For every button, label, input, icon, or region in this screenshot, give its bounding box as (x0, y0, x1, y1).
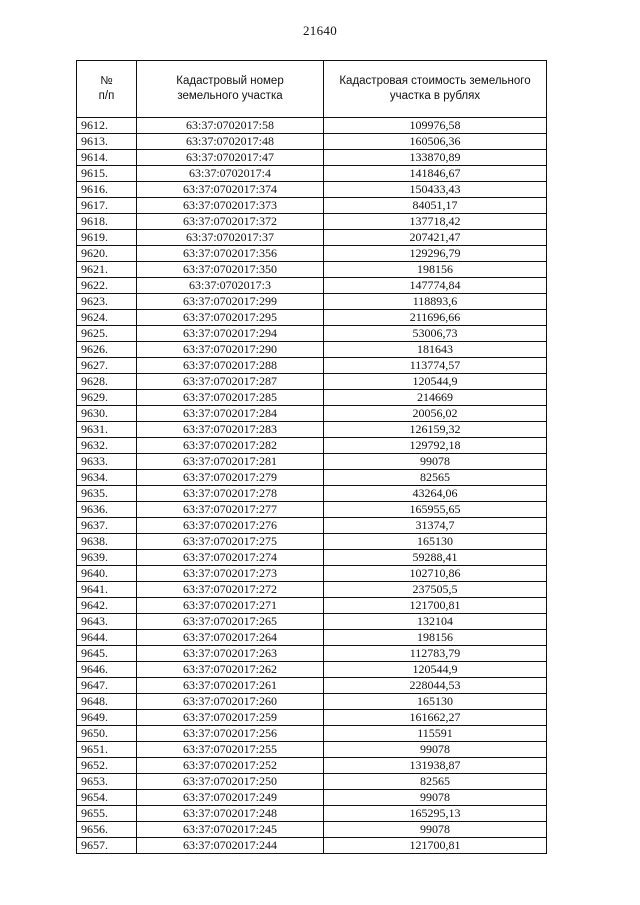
row-index-cell: 9641. (77, 582, 137, 598)
header-cadastral-value (324, 61, 547, 118)
cadastral-number-cell: 63:37:0702017:265 (137, 614, 324, 630)
cadastral-value-cell: 99078 (324, 742, 547, 758)
cadastral-number-cell: 63:37:0702017:244 (137, 838, 324, 854)
cadastral-number-cell: 63:37:0702017:295 (137, 310, 324, 326)
cadastral-value-cell: 120544,9 (324, 662, 547, 678)
cadastral-number-cell: 63:37:0702017:252 (137, 758, 324, 774)
cadastral-number-cell: 63:37:0702017:264 (137, 630, 324, 646)
table-row (77, 790, 547, 806)
cadastral-value-cell: 82565 (324, 470, 547, 486)
table-header (77, 61, 547, 118)
row-index-cell: 9628. (77, 374, 137, 390)
cadastral-value-cell: 133870,89 (324, 150, 547, 166)
table-row (77, 838, 547, 854)
table-row (77, 166, 547, 182)
cadastral-value-cell: 53006,73 (324, 326, 547, 342)
cadastral-number-cell: 63:37:0702017:259 (137, 710, 324, 726)
cadastral-number-cell: 63:37:0702017:262 (137, 662, 324, 678)
row-index-cell: 9657. (77, 838, 137, 854)
cadastral-value-cell: 99078 (324, 790, 547, 806)
row-index-cell: 9625. (77, 326, 137, 342)
table-row (77, 678, 547, 694)
cadastral-value-cell: 161662,27 (324, 710, 547, 726)
cadastral-number-cell: 63:37:0702017:277 (137, 502, 324, 518)
cadastral-number-cell: 63:37:0702017:275 (137, 534, 324, 550)
cadastral-number-cell: 63:37:0702017:250 (137, 774, 324, 790)
row-index-cell: 9624. (77, 310, 137, 326)
table-row (77, 710, 547, 726)
cadastral-value-cell: 198156 (324, 262, 547, 278)
row-index-cell: 9640. (77, 566, 137, 582)
cadastral-value-cell: 43264,06 (324, 486, 547, 502)
table-row (77, 422, 547, 438)
cadastral-value-cell: 82565 (324, 774, 547, 790)
cadastral-number-cell: 63:37:0702017:273 (137, 566, 324, 582)
table-row (77, 486, 547, 502)
cadastral-number-cell: 63:37:0702017:58 (137, 118, 324, 134)
row-index-cell: 9646. (77, 662, 137, 678)
header-index-line-1: № (100, 75, 113, 87)
cadastral-value-cell: 129792,18 (324, 438, 547, 454)
cadastral-number-cell: 63:37:0702017:278 (137, 486, 324, 502)
cadastral-number-cell: 63:37:0702017:249 (137, 790, 324, 806)
table-row (77, 118, 547, 134)
header-cadastral-number (137, 61, 324, 118)
row-index-cell: 9635. (77, 486, 137, 502)
cadastral-value-cell: 121700,81 (324, 598, 547, 614)
cadastral-number-cell: 63:37:0702017:261 (137, 678, 324, 694)
row-index-cell: 9620. (77, 246, 137, 262)
cadastral-value-cell: 109976,58 (324, 118, 547, 134)
cadastral-number-cell: 63:37:0702017:272 (137, 582, 324, 598)
cadastral-value-cell: 84051,17 (324, 198, 547, 214)
cadastral-number-cell: 63:37:0702017:373 (137, 198, 324, 214)
row-index-cell: 9615. (77, 166, 137, 182)
cadastral-number-cell: 63:37:0702017:287 (137, 374, 324, 390)
table-row (77, 134, 547, 150)
cadastral-value-cell: 131938,87 (324, 758, 547, 774)
row-index-cell: 9638. (77, 534, 137, 550)
cadastral-number-cell: 63:37:0702017:279 (137, 470, 324, 486)
row-index-cell: 9642. (77, 598, 137, 614)
cadastral-number-cell: 63:37:0702017:260 (137, 694, 324, 710)
table-row (77, 742, 547, 758)
table-row (77, 774, 547, 790)
table-row (77, 214, 547, 230)
cadastral-value-cell: 59288,41 (324, 550, 547, 566)
cadastral-number-cell: 63:37:0702017:37 (137, 230, 324, 246)
cadastral-value-cell: 115591 (324, 726, 547, 742)
cadastral-value-cell: 102710,86 (324, 566, 547, 582)
table-row (77, 694, 547, 710)
table-row (77, 822, 547, 838)
header-row (77, 61, 547, 118)
cadastral-value-cell: 165955,65 (324, 502, 547, 518)
cadastral-value-cell: 113774,57 (324, 358, 547, 374)
cadastral-number-cell: 63:37:0702017:350 (137, 262, 324, 278)
cadastral-value-cell: 99078 (324, 454, 547, 470)
row-index-cell: 9627. (77, 358, 137, 374)
cadastral-value-cell: 150433,43 (324, 182, 547, 198)
row-index-cell: 9618. (77, 214, 137, 230)
row-index-cell: 9614. (77, 150, 137, 166)
table-row (77, 518, 547, 534)
row-index-cell: 9639. (77, 550, 137, 566)
table-row (77, 358, 547, 374)
row-index-cell: 9626. (77, 342, 137, 358)
header-cadastral-value-line-2: участка в рублях (389, 90, 481, 102)
row-index-cell: 9616. (77, 182, 137, 198)
header-cadastral-number-line-1: Кадастровый номер (176, 75, 284, 87)
cadastral-value-cell: 141846,67 (324, 166, 547, 182)
cadastral-value-cell: 132104 (324, 614, 547, 630)
row-index-cell: 9631. (77, 422, 137, 438)
cadastral-number-cell: 63:37:0702017:290 (137, 342, 324, 358)
table-row (77, 662, 547, 678)
cadastral-number-cell: 63:37:0702017:288 (137, 358, 324, 374)
cadastral-value-cell: 129296,79 (324, 246, 547, 262)
row-index-cell: 9647. (77, 678, 137, 694)
cadastral-value-cell: 137718,42 (324, 214, 547, 230)
cadastral-value-table (76, 60, 547, 854)
cadastral-number-cell: 63:37:0702017:47 (137, 150, 324, 166)
cadastral-number-cell: 63:37:0702017:255 (137, 742, 324, 758)
cadastral-value-cell: 112783,79 (324, 646, 547, 662)
cadastral-number-cell: 63:37:0702017:276 (137, 518, 324, 534)
row-index-cell: 9636. (77, 502, 137, 518)
header-cadastral-value-line-1: Кадастровая стоимость земельного (339, 75, 531, 87)
row-index-cell: 9623. (77, 294, 137, 310)
cadastral-value-cell: 31374,7 (324, 518, 547, 534)
row-index-cell: 9655. (77, 806, 137, 822)
cadastral-value-cell: 147774,84 (324, 278, 547, 294)
page-number: 21640 (303, 23, 337, 38)
cadastral-value-cell: 198156 (324, 630, 547, 646)
table-row (77, 230, 547, 246)
row-index-cell: 9645. (77, 646, 137, 662)
cadastral-value-cell: 165130 (324, 694, 547, 710)
table-row (77, 246, 547, 262)
table-row (77, 406, 547, 422)
cadastral-value-cell: 160506,36 (324, 134, 547, 150)
cadastral-value-cell: 228044,53 (324, 678, 547, 694)
cadastral-value-cell: 99078 (324, 822, 547, 838)
cadastral-number-cell: 63:37:0702017:281 (137, 454, 324, 470)
row-index-cell: 9630. (77, 406, 137, 422)
table-row (77, 582, 547, 598)
row-index-cell: 9632. (77, 438, 137, 454)
cadastral-value-cell: 121700,81 (324, 838, 547, 854)
cadastral-number-cell: 63:37:0702017:4 (137, 166, 324, 182)
row-index-cell: 9617. (77, 198, 137, 214)
cadastral-number-cell: 63:37:0702017:256 (137, 726, 324, 742)
table-row (77, 294, 547, 310)
table-row (77, 630, 547, 646)
table-row (77, 374, 547, 390)
table-row (77, 150, 547, 166)
row-index-cell: 9633. (77, 454, 137, 470)
table-row (77, 454, 547, 470)
table-row (77, 758, 547, 774)
cadastral-number-cell: 63:37:0702017:356 (137, 246, 324, 262)
cadastral-number-cell: 63:37:0702017:274 (137, 550, 324, 566)
table-row (77, 198, 547, 214)
row-index-cell: 9648. (77, 694, 137, 710)
table-row (77, 614, 547, 630)
header-index (77, 61, 137, 118)
cadastral-value-cell: 237505,5 (324, 582, 547, 598)
cadastral-number-cell: 63:37:0702017:285 (137, 390, 324, 406)
cadastral-number-cell: 63:37:0702017:48 (137, 134, 324, 150)
cadastral-number-cell: 63:37:0702017:284 (137, 406, 324, 422)
table-row (77, 342, 547, 358)
row-index-cell: 9653. (77, 774, 137, 790)
table-row (77, 182, 547, 198)
cadastral-number-cell: 63:37:0702017:299 (137, 294, 324, 310)
row-index-cell: 9654. (77, 790, 137, 806)
table-body (77, 118, 547, 854)
table-row (77, 598, 547, 614)
header-cadastral-number-line-2: земельного участка (177, 90, 283, 102)
table-row (77, 726, 547, 742)
cadastral-number-cell: 63:37:0702017:283 (137, 422, 324, 438)
row-index-cell: 9629. (77, 390, 137, 406)
cadastral-value-cell: 211696,66 (324, 310, 547, 326)
cadastral-number-cell: 63:37:0702017:248 (137, 806, 324, 822)
row-index-cell: 9621. (77, 262, 137, 278)
cadastral-value-cell: 20056,02 (324, 406, 547, 422)
table-row (77, 566, 547, 582)
row-index-cell: 9656. (77, 822, 137, 838)
row-index-cell: 9637. (77, 518, 137, 534)
row-index-cell: 9644. (77, 630, 137, 646)
table-row (77, 278, 547, 294)
cadastral-value-cell: 181643 (324, 342, 547, 358)
cadastral-value-cell: 165295,13 (324, 806, 547, 822)
header-index-line-2: п/п (98, 90, 115, 102)
table-row (77, 534, 547, 550)
table-row (77, 550, 547, 566)
row-index-cell: 9649. (77, 710, 137, 726)
cadastral-number-cell: 63:37:0702017:294 (137, 326, 324, 342)
cadastral-value-cell: 214669 (324, 390, 547, 406)
cadastral-value-cell: 126159,32 (324, 422, 547, 438)
row-index-cell: 9612. (77, 118, 137, 134)
row-index-cell: 9634. (77, 470, 137, 486)
table-row (77, 502, 547, 518)
table-row (77, 438, 547, 454)
table-row (77, 310, 547, 326)
table-row (77, 470, 547, 486)
row-index-cell: 9652. (77, 758, 137, 774)
row-index-cell: 9613. (77, 134, 137, 150)
row-index-cell: 9622. (77, 278, 137, 294)
cadastral-number-cell: 63:37:0702017:3 (137, 278, 324, 294)
cadastral-value-cell: 165130 (324, 534, 547, 550)
row-index-cell: 9619. (77, 230, 137, 246)
cadastral-number-cell: 63:37:0702017:271 (137, 598, 324, 614)
cadastral-value-cell: 207421,47 (324, 230, 547, 246)
cadastral-number-cell: 63:37:0702017:372 (137, 214, 324, 230)
table-row (77, 646, 547, 662)
cadastral-number-cell: 63:37:0702017:263 (137, 646, 324, 662)
table-row (77, 390, 547, 406)
cadastral-number-cell: 63:37:0702017:282 (137, 438, 324, 454)
cadastral-value-cell: 118893,6 (324, 294, 547, 310)
table-row (77, 262, 547, 278)
table-row (77, 326, 547, 342)
cadastral-number-cell: 63:37:0702017:245 (137, 822, 324, 838)
table-row (77, 806, 547, 822)
cadastral-value-cell: 120544,9 (324, 374, 547, 390)
row-index-cell: 9651. (77, 742, 137, 758)
row-index-cell: 9650. (77, 726, 137, 742)
cadastral-number-cell: 63:37:0702017:374 (137, 182, 324, 198)
row-index-cell: 9643. (77, 614, 137, 630)
